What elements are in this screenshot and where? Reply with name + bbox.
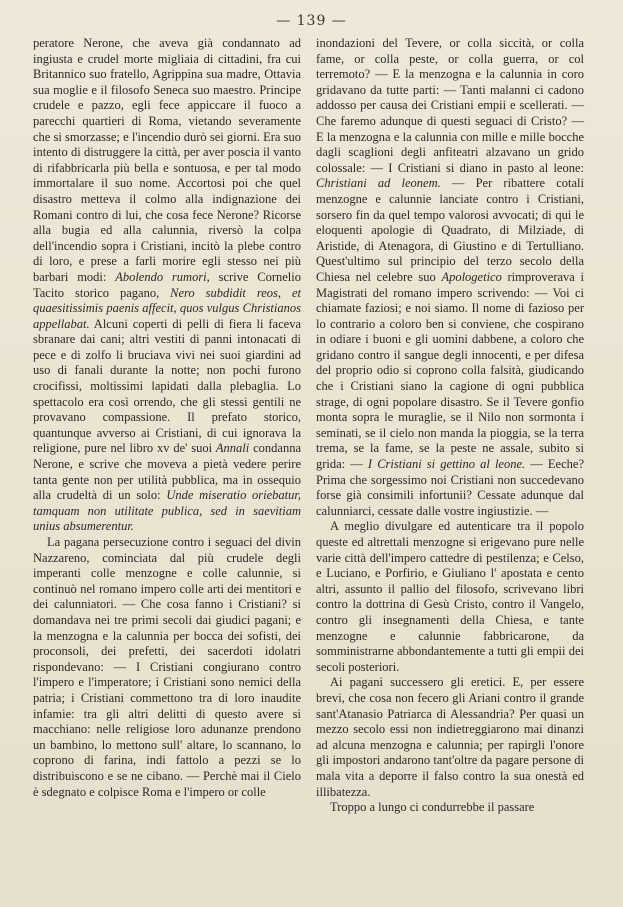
text-run: La pagana persecuzione contro i seguaci del divin Nazzareno, cominciata dal più crudele degli imperanti colle menzogne e colle calunnie, si continuò nel romano impero colle arti dei mentitori e dei calunniatori. — Che cosa fanno i Cristiani? si domandava nei tre primi secoli dai giudici pagani; e la menzogna e la calunnia per bocca dei sofisti, dei proconsoli, dei prefetti, dei sacerdoti idolatri rispondevano: — I Cristiani congiurano contro l'impero e l'imperatore; i Cristiani sono nemici della patria; i Cristiani commettono tra di loro inaudite infamie: tra gli altri delitti di questo avere si macchiano: nelle religiose loro adunanze prendono un bambino, lo mettono sull' altare, lo scannano, lo coprono di farina, indi fattolo a pezzi se lo distribuiscono e se ne cibano. — Perchè mai il Cielo è sdegnato e colpisce Roma e l'impero or colle [33, 535, 301, 799]
text-run: condanna Nerone, e scrive che moveva a pietà vedere perire tanta gente non per utilità pubblica, ma in ossequio alla crudeltà di un solo: [33, 441, 301, 503]
text-run: inondazioni del Tevere, or colla siccità, or colla fame, or colla peste, or colla guerra, or col terremoto? — E la menzogna e la calunnia in coro gridavano da tutte parti: — Tanti malanni ci cadono addosso per causa dei Cristiani empii e scellerati. — Che faremo adunque di questi seguaci di Cristo? — E la menzogna e la calunnia con mille e mille bocche dagli scaglioni degli anfiteatri alzavano un grido colossale: — I Cristiani si diano in pasto al leone: [316, 36, 584, 175]
text-run: peratore Nerone, che aveva già condannato ad ingiusta e crudel morte migliaia di cittadini, fra cui Britannico suo fratello, Agrippina sua madre, Ottavia sua moglie e il filosofo Seneca suo maestro. Principe crudele e pazzo, egli fece appiccare il fuoco a parecchi quartieri di Roma, vietando severamente che si smorzasse; e l'incendio durò sei giorni. Era suo intento di distruggere la città, per aver poscia il vanto di rifabbricarla più bella e sontuosa, e per tal modo immortalare il suo nome. Accortosi poi che quel disastro metteva il colmo alla indignazione dei Romani contro di lui, che cosa fece Nerone? Ricorse alla bugia ed alla calunnia, riversò la colpa dell'incendio sopra i Cristiani, incitò la plebe contro di loro, e prese a farli morire egli stesso nei più barbari modi: [33, 36, 301, 284]
left-column [33, 36, 301, 800]
paragraph [33, 36, 301, 535]
italic-text: Nero subdidit reos, et quaesitissimis paenis affecit, quos vulgus Christianos appellabat. [33, 285, 302, 331]
paragraph [33, 535, 301, 800]
text-run: Ai pagani successero gli eretici. E, per essere brevi, che cosa non fecero gli Ariani contro il grande sant'Atanasio Patriarca di Alessandria? Per quasi un mezzo secolo essi non indietreggiarono mai dinanzi ad alcuna menzogna e calunnia; per rapirgli l'onore gli impostori andarono tant'oltre da pagare persone di mala vita a deporre il falso contro la sua onestà ed illibatezza. [316, 675, 584, 799]
text-run: A meglio divulgare ed autenticare tra il popolo queste ed altrettali menzogne si erigevano pure nelle varie città dell'impero cattedre di pestilenza; e Celso, e Luciano, e Porfirio, e Giuliano l' apostata e cento altri, assunto il pallio del filosofo, scrivevano libri contro la dottrina di Gesù Cristo, contro il Vangelo, contro gli insegnamenti della Chiesa, e tante menzogne e calunnie fabbricarone, da somministrarne abbondantemente a tutti gli empii dei secoli posteriori. [316, 519, 584, 674]
text-run: Alcuni coperti di pelli di fiera li faceva sbranare dai cani; altri vestiti di panni intonacati di pece e di zolfo li bruciava vivi nei suoi giardini ad uso di fanali durante la notte; non pochi furono crocifissi, moltissimi lapidati dalla plebaglia. Lo spettacolo era così orrendo, che gli stessi gentili ne provavano compassione. Il prefato storico, quantunque avverso ai Cristiani, di cui ignorava la religione, pure nel libro xv de' suoi [33, 316, 301, 456]
italic-text: Christiani ad leonem. [316, 176, 441, 191]
page-number: — 139 — [276, 13, 347, 29]
text-run: rimproverava i Magistrati del romano impero scrivendo: — Voi ci chiamate faziosi; e noi siamo. Il nome di fazioso per lo contrario a coloro ben si conviene, che cospirano in odiare i buoni e gli uomini dabbene, a coloro che gridano contro il sangue degli innocenti, e per difesa del proprio odio si coprono colla falsità, giudicando che i Cristiani siano la cagione di ogni pubblica strage, di ogni popolare disastro. Se il Tevere gonfio monta sopra le muraglie, se il Nilo non sormonta i seminati, se il cielo non manda la pioggia, se la terra trema, se la fame, se la peste ne assale, subito si grida: — [316, 269, 584, 472]
paragraph [316, 519, 584, 675]
paragraph [316, 675, 584, 800]
italic-text: Abolendo rumori [115, 269, 207, 284]
italic-text: Annali [215, 441, 250, 456]
paragraph [316, 800, 584, 816]
text-run: Troppo a lungo ci condurrebbe il passare [330, 800, 535, 815]
italic-text: Apologetico [441, 269, 502, 284]
italic-text: Unde miseratio oriebatur, tamquam non utilitate publica, sed in saevitiam unius absumerentur. [33, 488, 302, 534]
text-run: — Per ribattere cotali menzogne e calunnie lanciate contro i Cristiani, sorsero fin da quel tempo valorosi avvocati; di qui le eloquenti apologie di Quadrato, di Milziade, di Aristide, di Atenagora, di Giustino e di Tertulliano. Quest'ultimo sul principio del terzo secolo della Chiesa nel celebre suo [316, 176, 584, 284]
paragraph [316, 36, 584, 519]
text-run: , scrive Cornelio Tacito storico pagano, [33, 269, 301, 300]
right-column [316, 36, 584, 816]
italic-text: I Cristiani si gettino al leone. [367, 457, 526, 472]
text-run: — Eeche? Prima che sorgessimo noi Cristiani non succedevano forse già consimili infortunii? Cessate adunque dal calunniarci, cessate dalle vostre ingiustizie. — [316, 457, 584, 518]
